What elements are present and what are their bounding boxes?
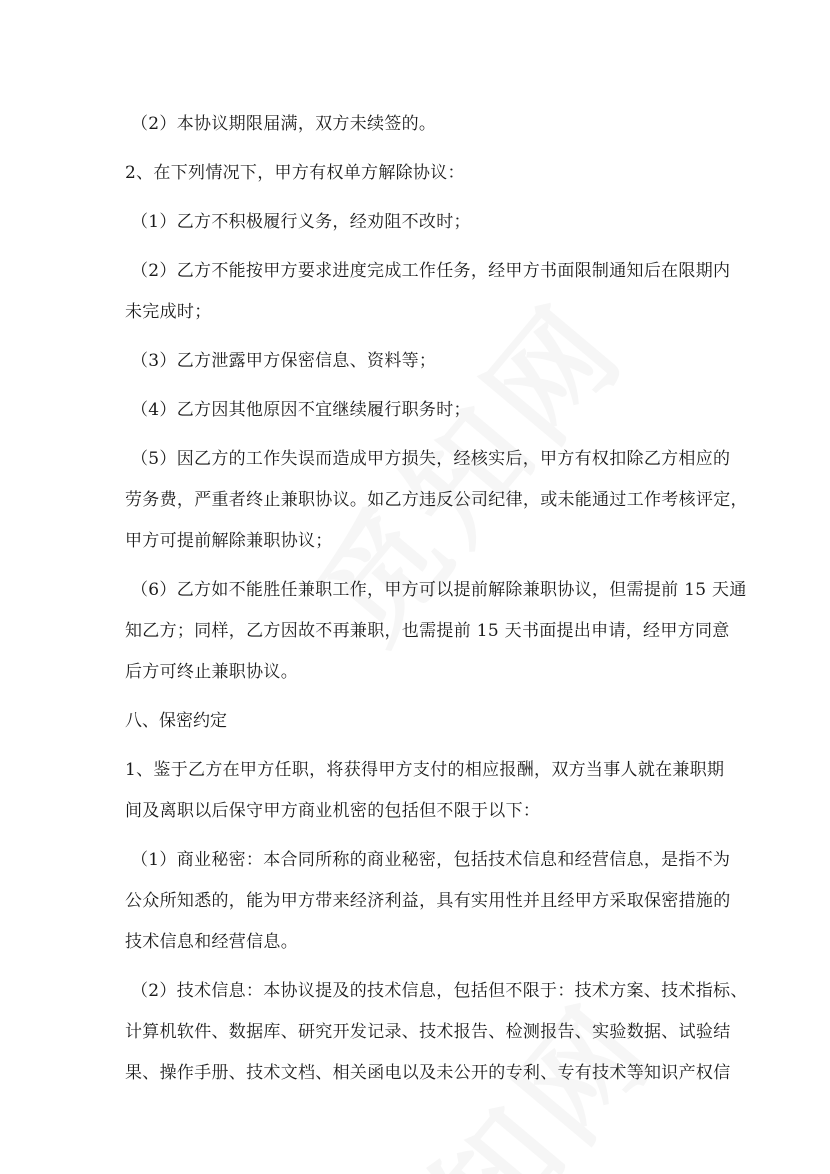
paragraph-line: 间及离职以后保守甲方商业机密的包括但不限于以下： <box>125 801 541 821</box>
paragraph-line: 劳务费，严重者终止兼职协议。如乙方违反公司纪律，或未能通过工作考核评定， <box>125 490 748 510</box>
section-heading: 八、保密约定 <box>125 711 227 731</box>
paragraph-line: （6）乙方如不能胜任兼职工作，甲方可以提前解除兼职协议，但需提前 15 天通 <box>131 580 747 600</box>
paragraph-line: （4）乙方因其他原因不宜继续履行职务时； <box>131 400 471 420</box>
paragraph-line: （5）因乙方的工作失误而造成甲方损失，经核实后，甲方有权扣除乙方相应的 <box>131 449 731 469</box>
paragraph-line: （2）乙方不能按甲方要求进度完成工作任务，经甲方书面限制通知后在限期内 <box>131 261 731 281</box>
paragraph-line: 技术信息和经营信息。 <box>125 932 298 952</box>
paragraph-line: 果、操作手册、技术文档、相关函电以及未公开的专利、专有技术等知识产权信 <box>125 1063 731 1083</box>
paragraph-line: （2）技术信息：本协议提及的技术信息，包括但不限于：技术方案、技术指标、 <box>131 981 748 1001</box>
paragraph-line: 公众所知悉的，能为甲方带来经济利益，具有实用性并且经甲方采取保密措施的 <box>125 891 731 911</box>
document-body <box>125 104 748 1094</box>
paragraph-line: （3）乙方泄露甲方保密信息、资料等； <box>131 351 437 371</box>
paragraph-line: （1）商业秘密：本合同所称的商业秘密，包括技术信息和经营信息，是指不为 <box>131 850 731 870</box>
paragraph-line: 2、在下列情况下，甲方有权单方解除协议： <box>125 163 465 183</box>
paragraph-line: 1、鉴于乙方在甲方任职，将获得甲方支付的相应报酬，双方当事人就在兼职期 <box>125 760 725 780</box>
paragraph-line: 知乙方；同样，乙方因故不再兼职，也需提前 15 天书面提出申请，经甲方同意 <box>125 621 730 641</box>
paragraph-line: 甲方可提前解除兼职协议； <box>125 531 333 551</box>
paragraph-line: （2）本协议期限届满，双方未续签的。 <box>131 114 437 134</box>
paragraph-line: 未完成时； <box>125 302 212 322</box>
paragraph-line: 后方可终止兼职协议。 <box>125 662 298 682</box>
paragraph-line: （1）乙方不积极履行义务，经劝阻不改时； <box>131 212 471 232</box>
paragraph-line: 计算机软件、数据库、研究开发记录、技术报告、检测报告、实验数据、试验结 <box>125 1022 731 1042</box>
